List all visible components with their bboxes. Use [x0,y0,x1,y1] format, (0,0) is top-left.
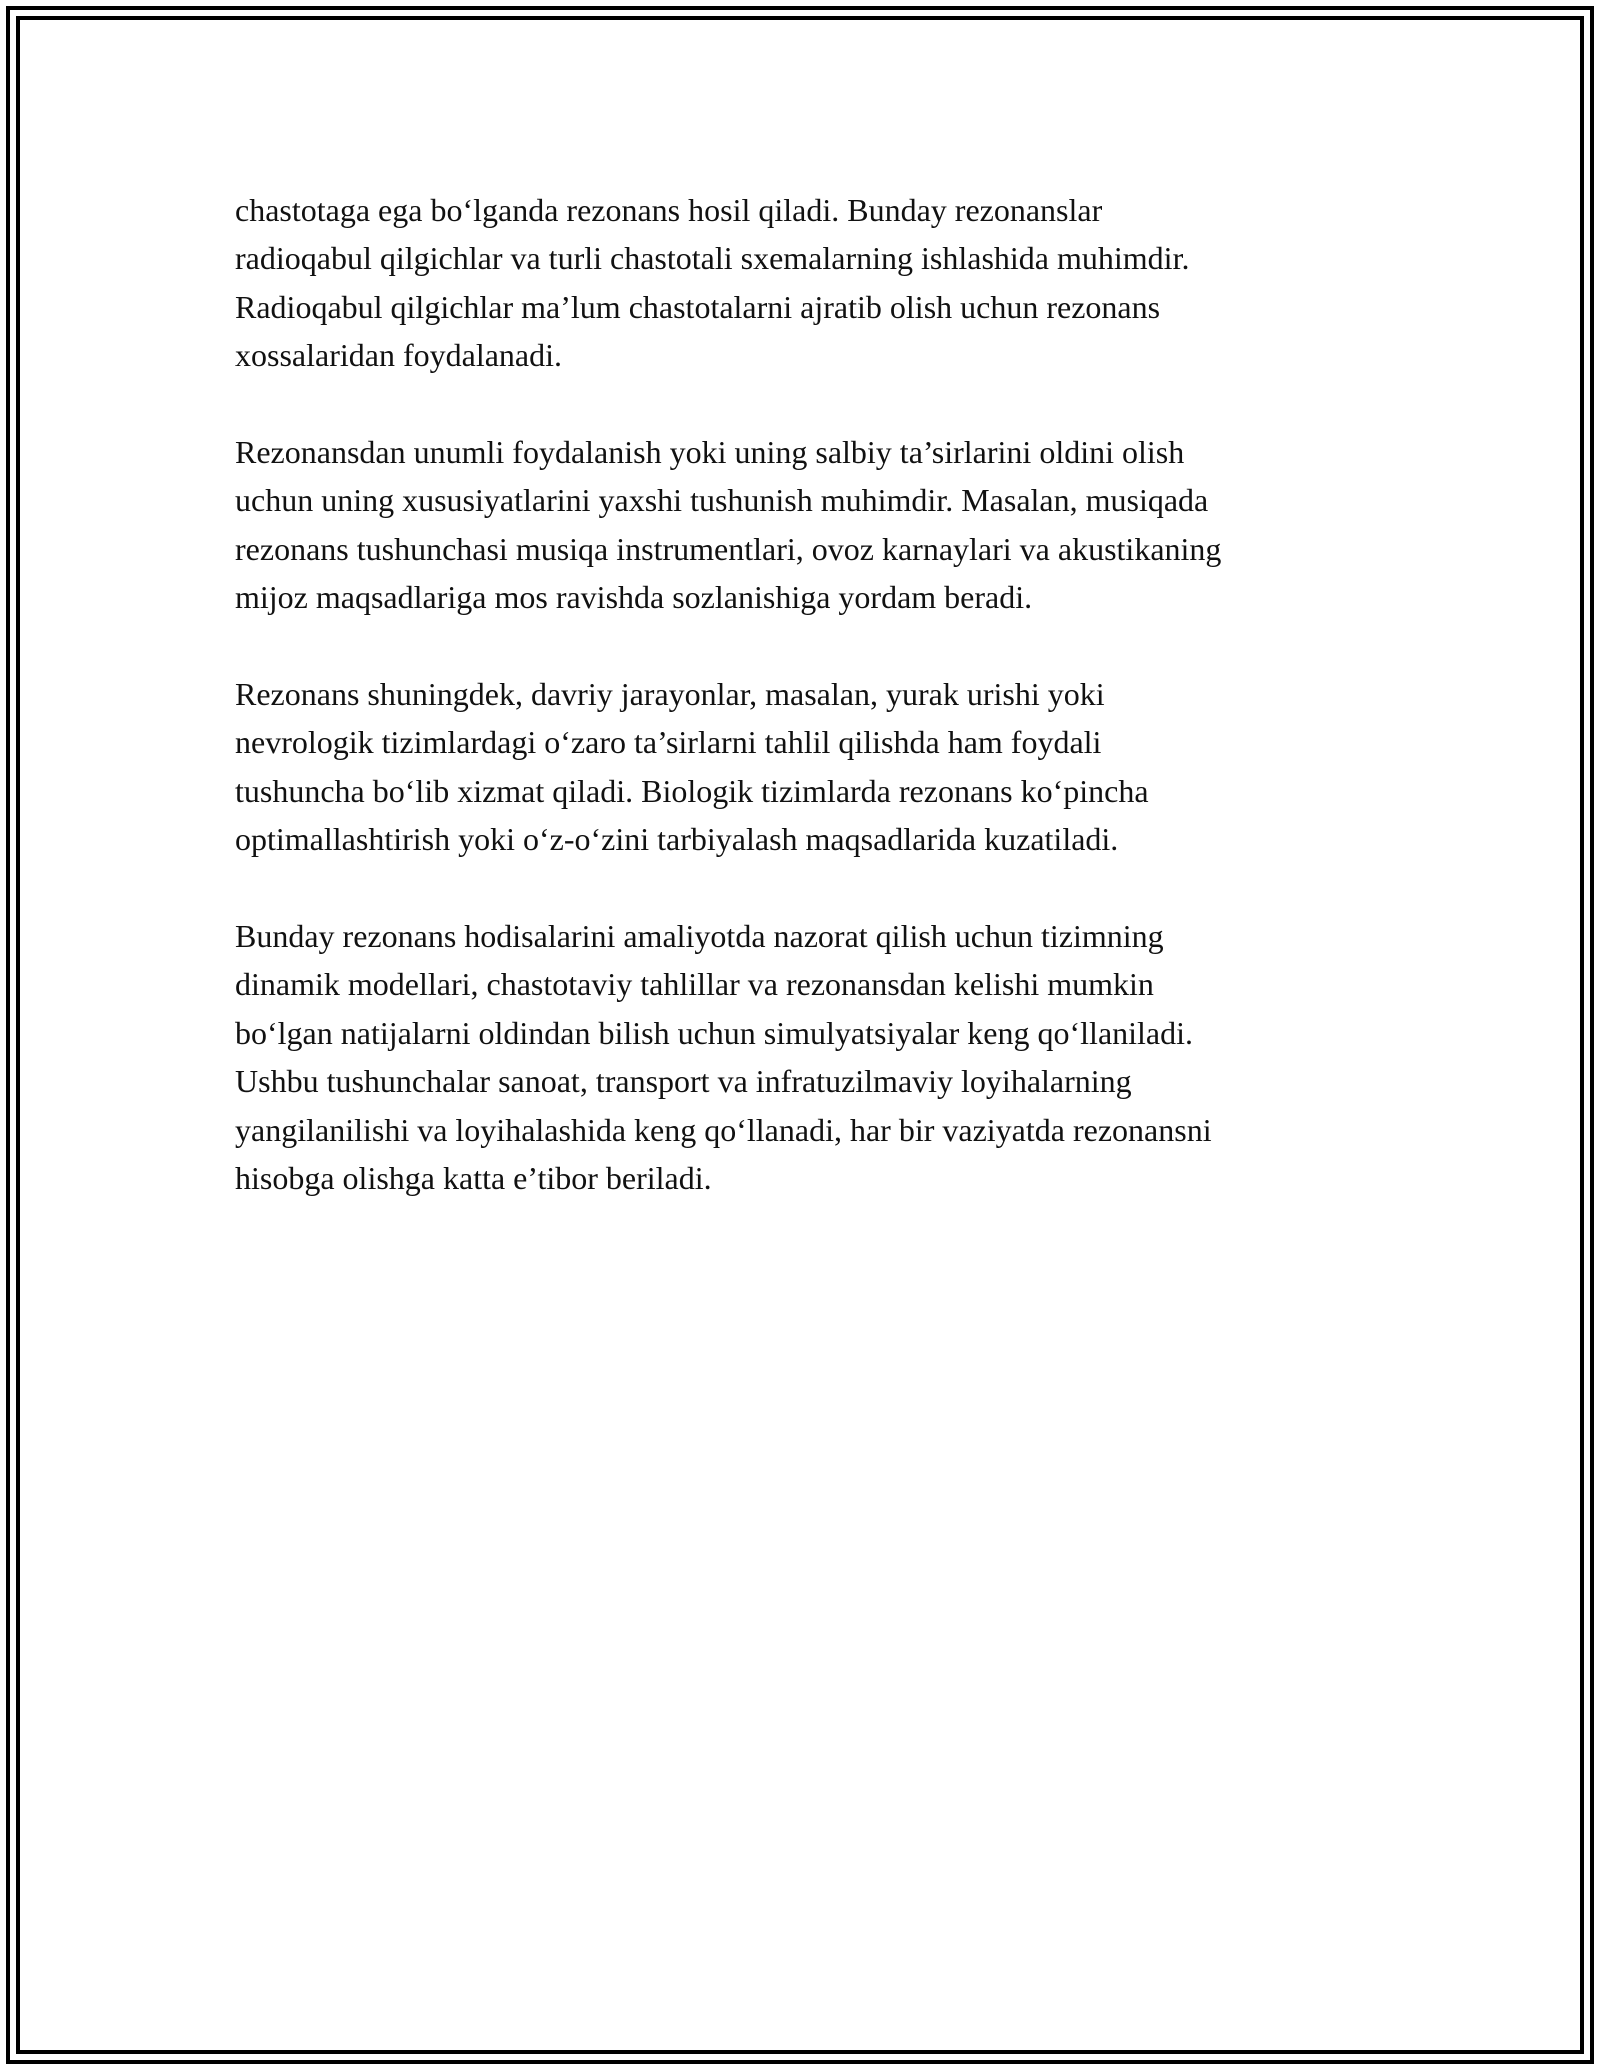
text-line: dinamik modellari, chastotaviy tahlillar va rezonansdan kelishi mumkin [235,966,1154,1003]
text-line: Bunday rezonans hodisalarini amaliyotda nazorat qilish uchun tizimning [235,918,1164,955]
text-line: radioqabul qilgichlar va turli chastotali sxemalarning ishlashida muhimdir. [235,240,1190,277]
paragraph-1 [235,186,1385,380]
text-line: yangilanilishi va loyihalashida keng qo‘llanadi, har bir vaziyatda rezonansni [235,1111,1212,1148]
paragraph-3 [235,670,1385,864]
text-line: optimallashtirish yoki o‘z-o‘zini tarbiyalash maqsadlarida kuzatiladi. [235,821,1119,858]
text-line: nevrologik tizimlardagi o‘zaro ta’sirlarni tahlil qilishda ham foydali [235,724,1102,761]
text-line: xossalaridan foydalanadi. [235,337,562,374]
text-line: uchun uning xususiyatlarini yaxshi tushunish muhimdir. Masalan, musiqada [235,482,1209,519]
text-line: rezonans tushunchasi musiqa instrumentlari, ovoz karnaylari va akustikaning [235,530,1222,567]
paragraph-4 [235,912,1385,1202]
text-line: mijoz maqsadlariga mos ravishda sozlanishiga yordam beradi. [235,579,1033,616]
text-line: hisobga olishga katta e’tibor beriladi. [235,1160,712,1197]
text-line: Ushbu tushunchalar sanoat, transport va infratuzilmaviy loyihalarning [235,1063,1132,1100]
paragraph-2 [235,428,1385,622]
text-line: Radioqabul qilgichlar ma’lum chastotalarni ajratib olish uchun rezonans [235,288,1161,325]
text-line: tushuncha bo‘lib xizmat qiladi. Biologik tizimlarda rezonans ko‘pincha [235,772,1149,809]
document-body [235,186,1385,1251]
text-line: bo‘lgan natijalarni oldindan bilish uchun simulyatsiyalar keng qo‘llaniladi. [235,1014,1194,1051]
text-line: Rezonansdan unumli foydalanish yoki uning salbiy ta’sirlarini oldini olish [235,434,1185,471]
text-line: chastotaga ega bo‘lganda rezonans hosil qiladi. Bunday rezonanslar [235,192,1103,228]
text-line: Rezonans shuningdek, davriy jarayonlar, masalan, yurak urishi yoki [235,676,1105,713]
